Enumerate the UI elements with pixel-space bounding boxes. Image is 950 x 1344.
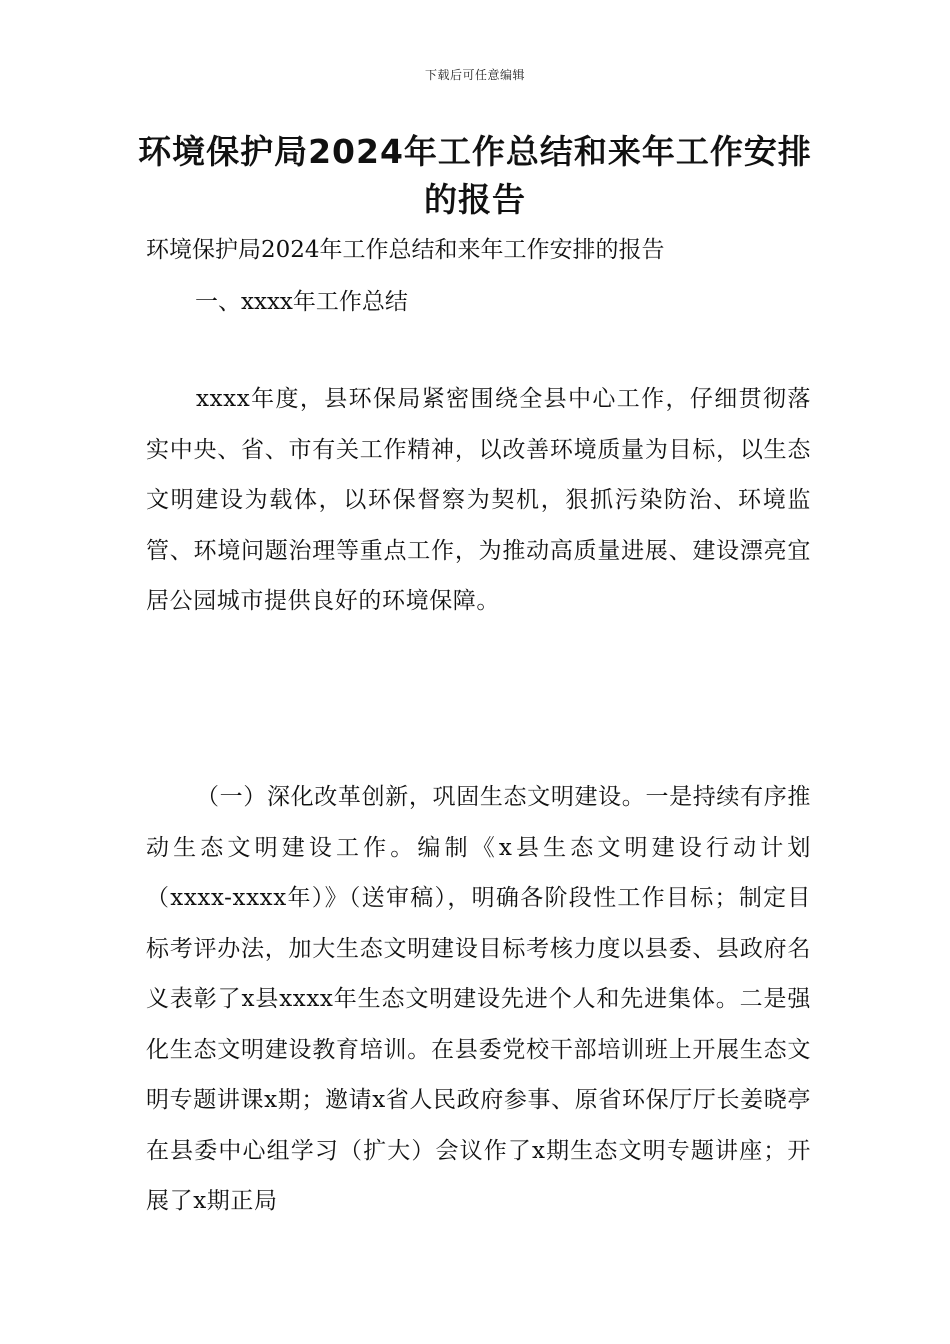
paragraph-summary: xxxx年度，县环保局紧密围绕全县中心工作，仔细贯彻落实中央、省、市有关工作精神，以改善环境质量为目标，以生态文明建设为载体，以环保督察为契机，狠抓污染防治、环境监管、环境问题治理等重点工作，为推动高质量进展、建设漂亮宜居公园城市提供良好的环境保障。 bbox=[146, 386, 811, 614]
section-heading: 一、xxxx年工作总结 bbox=[195, 289, 408, 315]
paragraph-ecological-civilization: （一）深化改革创新，巩固生态文明建设。一是持续有序推动生态文明建设工作。编制《x县生态文明建设行动计划（xxxx-xxxx年）》（送审稿），明确各阶段性工作目标；制定目标考评办法，加大生态文明建设目标考核力度以县委、县政府名义表彰了x县xxxx年生态文明建设先进个人和先进集体。二是强化生态文明建设教育培训。在县委党校干部培训班上开展生态文明专题讲课x期；邀请x省人民政府参事、原省环保厅厅长姜晓亭在县委中心组学习（扩大）会议作了x期生态文明专题讲座；开展了x期正局 bbox=[146, 784, 811, 1214]
document-title: 环境保护局2024年工作总结和来年工作安排的报告 bbox=[138, 132, 812, 219]
document-subtitle: 环境保护局2024年工作总结和来年工作安排的报告 bbox=[146, 237, 665, 263]
header-note: 下载后可任意编辑 bbox=[424, 68, 525, 82]
